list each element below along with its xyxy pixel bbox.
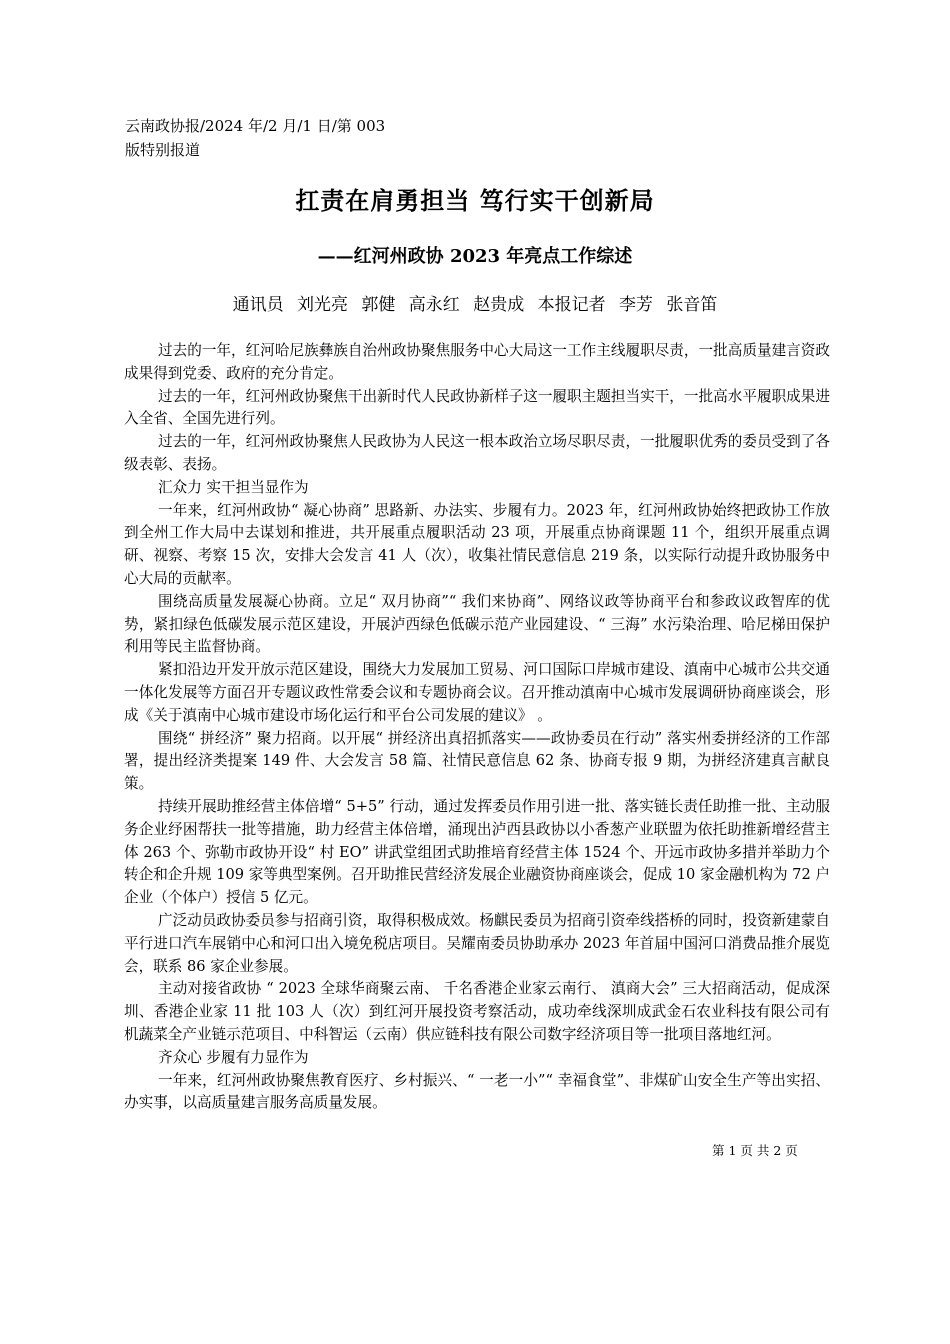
paragraph-11: 一年来，红河州政协聚焦教育医疗、乡村振兴、“ 一老一小”“ 幸福食堂”、非煤矿山安全生产等出实招、办实事，以高质量建言服务高质量发展。 xyxy=(124,1071,830,1112)
paragraph-2: 过去的一年，红河州政协聚焦干出新时代人民政协新样子这一履职主题担当实干，一批高水平履职成果进入全省、全国先进行列。 xyxy=(124,387,830,428)
paragraph-4: 一年来，红河州政协“ 凝心协商” 思路新、办法实、步履有力。2023 年，红河州政协始终把政协工作放到全州工作大局中去谋划和推进，共开展重点履职活动 23 项，开展重点协商课题 11 个，组织开展重点调研、视察、考察 15 次，安排大会发言 41 人（次），收集社情民意信息 219 条，以实际行动提升政协服务中心大局的贡献率。 xyxy=(124,501,830,587)
paragraph-6: 紧扣沿边开发开放示范区建设，围绕大力发展加工贸易、河口国际口岸城市建设、滇南中心城市公共交通一体化发展等方面召开专题议政性常委会议和专题协商会议。召开推动滇南中心城市发展调研协商座谈会，形成《关于滇南中心城市建设市场化运行和平台公司发展的建议》 。 xyxy=(124,661,830,724)
paragraph-5: 围绕高质量发展凝心协商。立足“ 双月协商”“ 我们来协商”、网络议政等协商平台和参政议政智库的优势，紧扣绿色低碳发展示范区建设，开展泸西绿色低碳示范产业园建设、“ 三海” 水污染治理、哈尼梯田保护利用等民主监督协商。 xyxy=(124,592,830,656)
paragraph-1: 过去的一年，红河哈尼族彝族自治州政协聚焦服务中心大局这一工作主线履职尽责，一批高质量建言资政成果得到党委、政府的充分肯定。 xyxy=(124,342,830,382)
section-heading-2: 齐众心 步履有力显作为 xyxy=(158,1048,309,1066)
source-line-2: 版特别报道 xyxy=(125,141,201,159)
article-subtitle: ——红河州政协 2023 年亮点工作综述 xyxy=(317,246,633,267)
source-info xyxy=(125,114,385,162)
paragraph-10: 主动对接省政协 “ 2023 全球华商聚云南、 千名香港企业家云南行、 滇商大会” 三大招商活动，促成深圳、香港企业家 11 批 103 人（次）到红河开展投资考察活动，成功牵线深圳成武金石农业科技有限公司有机蔬菜全产业链示范项目、中科智运（云南）供应链科技有限公司数字经济项目等一批项目落地红河。 xyxy=(124,980,830,1043)
article-title: 扛责在肩勇担当 笃行实干创新局 xyxy=(295,186,655,215)
article-byline: 通讯员 刘光亮 郭健 高永红 赵贵成 本报记者 李芳 张音笛 xyxy=(232,295,718,315)
paragraph-3: 过去的一年，红河州政协聚焦人民政协为人民这一根本政治立场尽职尽责，一批履职优秀的委员受到了各级表彰、表扬。 xyxy=(124,433,830,473)
paragraph-7: 围绕“ 拼经济” 聚力招商。以开展“ 拼经济出真招抓落实——政协委员在行动” 落实州委拼经济的工作部署，提出经济类提案 149 件、大会发言 58 篇、社情民意信息 62 条、协商专报 9 期，为拼经济建真言献良策。 xyxy=(124,729,830,793)
paragraph-8: 持续开展助推经营主体倍增“ 5+5” 行动，通过发挥委员作用引进一批、落实链长责任助推一批、主动服务企业纾困帮扶一批等措施，助力经营主体倍增，涌现出泸西县政协以小香葱产业联盟为依托助推新增经营主体 263 个、弥勒市政协开设“ 村 EO” 讲武堂组团式助推培育经营主体 1524 个、开远市政协多措并举助力个转企和企升规 109 家等典型案例。召开助推民营经济发展企业融资协商座谈会，促成 10 家金融机构为 72 户企业（个体户）授信 5 亿元。 xyxy=(124,797,830,907)
paragraph-9: 广泛动员政协委员参与招商引资，取得积极成效。杨麒民委员为招商引资牵线搭桥的同时，投资新建蒙自平行进口汽车展销中心和河口出入境免税店项目。吴耀南委员协助承办 2023 年首届中国河口消费品推介展览会，联系 86 家企业参展。 xyxy=(124,911,830,975)
article-body xyxy=(124,340,830,1115)
section-heading-1: 汇众力 实干担当显作为 xyxy=(158,478,309,496)
page-number: 第 1 页 共 2 页 xyxy=(712,1143,798,1158)
source-line-1: 云南政协报/2024 年/2 月/1 日/第 003 xyxy=(125,117,386,135)
